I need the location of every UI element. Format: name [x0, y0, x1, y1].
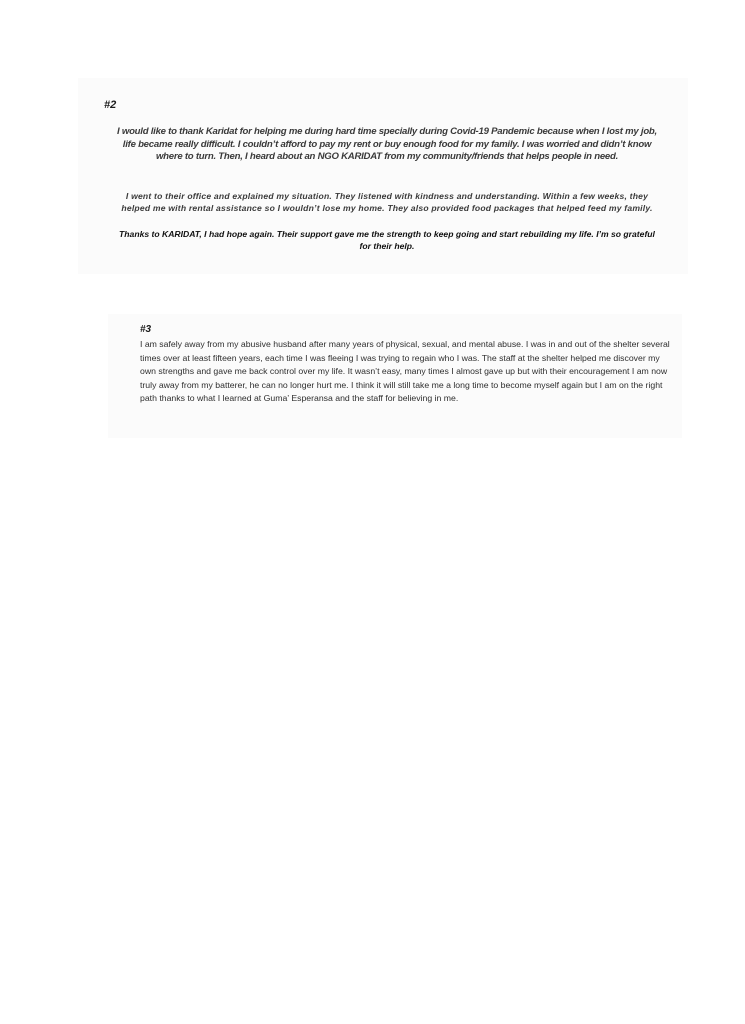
testimonial-number: #3	[140, 324, 152, 335]
testimonial-2	[78, 78, 688, 274]
testimonial-paragraph: I went to their office and explained my situation. They listened with kindness and understanding. Within a few weeks, they helped me with rental assistance so I wouldn’t lose my home. They also provided food packages that helped feed my family.	[121, 191, 653, 213]
testimonial-paragraph: I would like to thank Karidat for helping me during hard time specially during Covid-19 Pandemic because when I lost my job, life became really difficult. I couldn’t afford to pay my rent or buy enough food for my family. I was worried and didn’t know where to turn. Then, I heard about an NGO KARIDAT from my community/friends that helps people in need.	[117, 126, 657, 162]
testimonial-number: #2	[104, 99, 117, 111]
testimonial-paragraph: I am safely away from my abusive husband after many years of physical, sexual, and mental abuse. I was in and out of the shelter several times over at least fifteen years, each time I was fleeing I was trying to regain who I was. The staff at the shelter helped me discover my own strengths and gave me back control over my life. It wasn’t easy, many times I almost gave up but with their encouragement I am now truly away from my batterer, he can no longer hurt me. I think it will still take me a long time to become myself again but I am on the right path thanks to what I learned at Guma’ Esperansa and the staff for believing in me.	[140, 339, 670, 404]
testimonial-paragraph: Thanks to KARIDAT, I had hope again. Their support gave me the strength to keep going and start rebuilding my life. I’m so grateful for their help.	[119, 229, 655, 251]
testimonial-3	[108, 314, 682, 438]
